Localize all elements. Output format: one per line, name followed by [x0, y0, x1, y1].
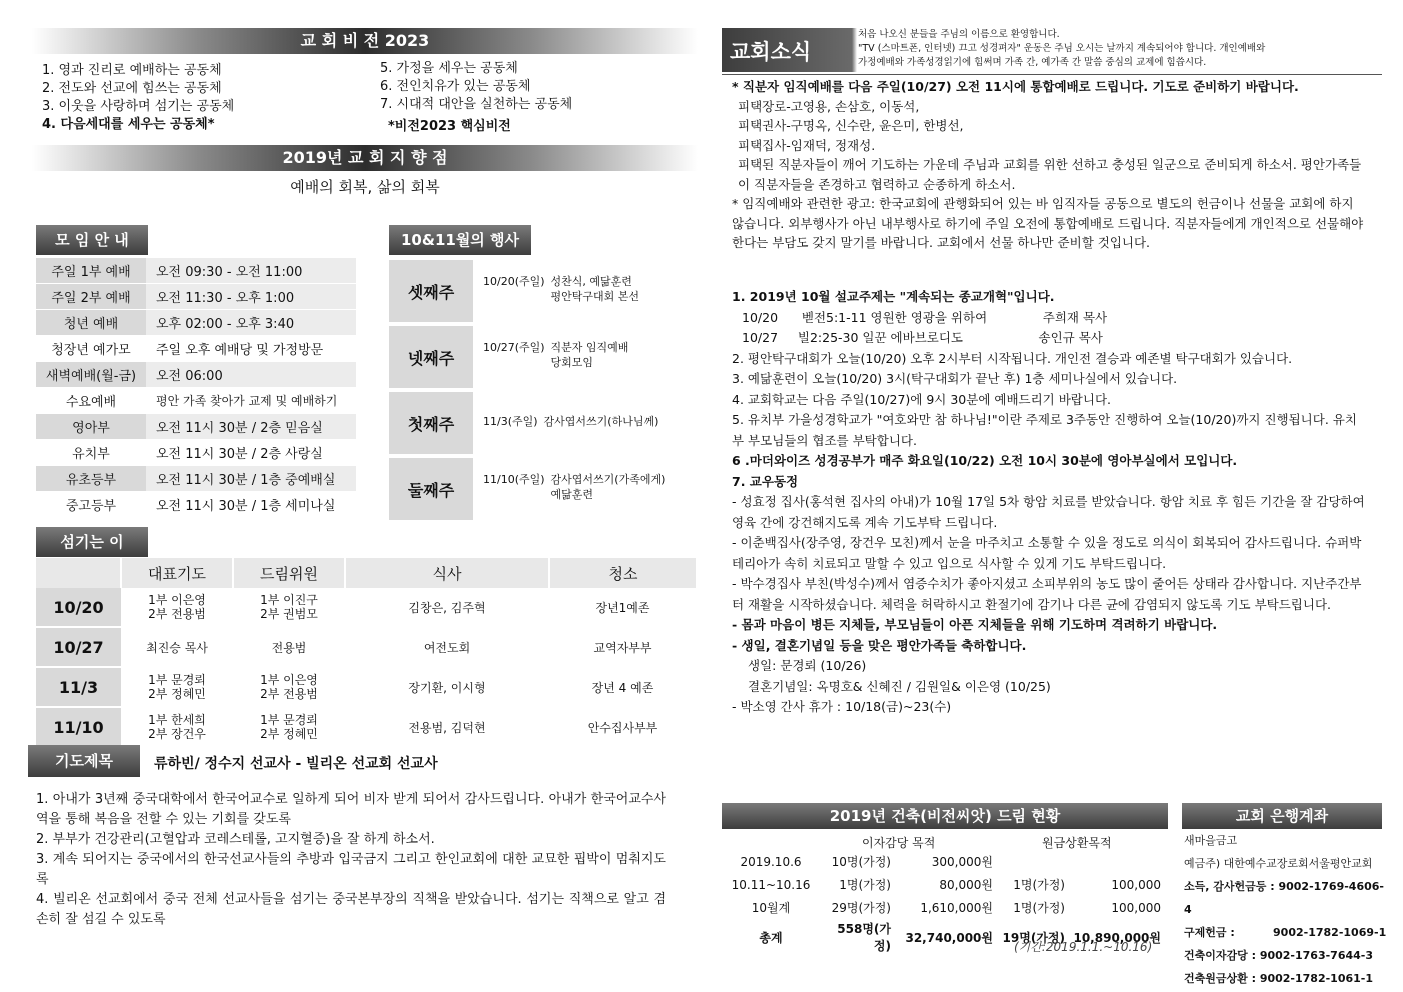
fund-cell: 10월계 — [751, 901, 791, 915]
news-line: 4. 교회학교는 다음 주일(10/27)에 9시 30분에 예배드리기 바랍니다. — [732, 391, 1111, 407]
events-title: 10&11월의 행사 — [400, 231, 519, 249]
news-line: * 직분자 임직예배를 다음 주일(10/27) 오전 11시에 통합예배로 드립니다. 기도로 준비하기 바랍니다. — [732, 79, 1299, 94]
event-item: 당회모임 — [550, 356, 594, 369]
direction-banner — [32, 145, 698, 171]
event-date: 11/10(주일) — [483, 473, 545, 486]
building-period: (기간:2019.1.1.~10.16) — [1014, 940, 1153, 954]
vision-item: 5. 가정을 세우는 공동체 — [380, 61, 518, 76]
table-row — [36, 310, 356, 336]
table-row — [36, 492, 356, 518]
table-row — [36, 627, 696, 667]
meeting-name: 청장년 예가모 — [36, 336, 146, 362]
table-header — [36, 558, 696, 588]
direction-text: 예배의 회복, 삶의 회복 — [290, 178, 440, 196]
news-line: - 박소영 간사 휴가 : 10/18(금)~23(수) — [732, 699, 952, 714]
col-header: 식사 — [345, 558, 549, 588]
fund-cell: 10.11~10.16 — [731, 877, 811, 892]
server-cell: 1부 문경뢰 2부 정혜민 — [233, 707, 345, 747]
col-header: 청소 — [549, 558, 696, 588]
event-week: 넷째주 — [389, 326, 473, 388]
server-cell: 1부 이은영 2부 전용범 — [121, 588, 233, 627]
event-item: 평안탁구대회 본선 — [550, 290, 640, 303]
meeting-name: 청년 예배 — [36, 310, 146, 336]
meeting-name: 주일 1부 예배 — [36, 258, 146, 284]
news-line: 6 .마더와이즈 성경공부가 매주 화요일(10/22) 오전 10시 30분에 영아부실에서 모입니다. — [732, 453, 1238, 468]
event-row — [389, 392, 699, 454]
vision-left-list — [42, 62, 372, 134]
event-item: 감사엽서쓰기(가족에게) — [550, 473, 666, 486]
server-cell: 최진승 목사 — [121, 627, 233, 667]
server-cell: 1부 한세희 2부 장건우 — [121, 707, 233, 747]
fund-cell: 80,000원 — [939, 878, 993, 892]
server-cell: 장년1예존 — [549, 588, 696, 627]
meeting-name: 주일 2부 예배 — [36, 284, 146, 310]
meeting-time: 오후 02:00 - 오후 3:40 — [146, 310, 356, 336]
news-title: 교회소식 — [730, 40, 812, 64]
prayer-tab — [28, 745, 140, 777]
server-cell: 전용범, 김덕현 — [345, 707, 549, 747]
table-row — [36, 588, 696, 627]
news-intro — [732, 77, 1368, 253]
servers-table — [36, 558, 696, 748]
fund-cell: 558명(가정) — [837, 922, 891, 953]
meeting-time: 오전 06:00 — [146, 362, 356, 388]
col-header — [36, 558, 121, 588]
fund-cell: 32,740,000원 — [905, 930, 993, 945]
welcome-box — [858, 28, 1378, 70]
news-line: - 이춘백집사(장주영, 장건우 모친)께서 눈을 마주치고 소통할 수 있을 정도로 의식이 회복되어 감사드립니다. 슈퍼박테리아가 속히 치료되고 말할 수 있고 입으로 식사할 수 있게 기도 부탁드립니다. — [732, 535, 1362, 571]
account-line: 건축원금상환 : 9002-1782-1061-1 — [1184, 972, 1374, 985]
vision-item: 3. 이웃을 사랑하며 섬기는 공동체 — [42, 99, 235, 114]
servers-tab — [36, 527, 148, 557]
meeting-time: 주일 오후 예배당 및 가정방문 — [146, 336, 356, 362]
meeting-name: 수요예배 — [36, 388, 146, 414]
news-line: 5. 유치부 가을성경학교가 "여호와만 참 하나님!"이란 주제로 3주동안 진행하여 오늘(10/20)까지 진행됩니다. 유치부 부모님들의 협조를 부탁합니다. — [732, 412, 1357, 448]
meetings-table — [36, 258, 356, 518]
fund-cell: 1,610,000원 — [920, 901, 993, 915]
meeting-time: 오전 11시 30분 / 2층 사랑실 — [146, 440, 356, 466]
fund-cell: 1명(가정) — [1013, 878, 1065, 892]
server-cell: 장년 4 예존 — [549, 667, 696, 707]
vision-right-list — [380, 60, 690, 136]
event-date: 10/20(주일) — [483, 275, 545, 288]
fund-cell: 19명(가정) — [1002, 930, 1065, 945]
prayer-item: 2. 부부가 건강관리(고혈압과 코레스테롤, 고지혈증)을 잘 하게 하소서. — [36, 832, 435, 847]
news-line: - 생일, 결혼기념일 등을 맞은 평안가족들 축하합니다. — [732, 637, 1027, 653]
table-row — [722, 896, 1162, 919]
event-item: 예닮훈련 — [550, 488, 594, 501]
meeting-time: 오전 11시 30분 / 2층 믿음실 — [146, 414, 356, 440]
server-cell: 안수집사부부 — [549, 707, 696, 747]
building-title: 2019년 건축(비전씨앗) 드림 현황 — [829, 807, 1061, 825]
server-cell: 김창은, 김주혁 — [345, 588, 549, 627]
event-date: 11/3(주일) — [483, 415, 538, 428]
fund-cell — [1066, 850, 1162, 873]
news-line: * 임직예배와 관련한 광고: 한국교회에 관행화되어 있는 바 임직자들 공동으로 별도의 헌금이나 선물을 교회에 하지 않습니다. 외부행사가 아닌 내부행사로 하기에 주일 오전에 통합예배로 드립니다. 직분자들에게 개인적으로 선물해야 한다는 부담도 갖지 말기를 바랍니다. 교회에서 선물 하나만 준비할 것입니다. — [732, 196, 1364, 250]
news-items — [732, 287, 1368, 718]
accounts-list — [1184, 829, 1387, 990]
meetings-tab — [36, 225, 148, 255]
news-line: - 몸과 마음이 병든 지체들, 부모님들이 아픈 지체들을 위해 기도하며 격려하기 바랍니다. — [732, 617, 1218, 632]
meeting-name: 유치부 — [36, 440, 146, 466]
news-line: 1. 2019년 10월 설교주제는 "계속되는 종교개혁"입니다. — [732, 289, 1055, 304]
news-line: - 박수경집사 부친(박성수)께서 염증수치가 좋아지셨고 소피부위의 농도 많이 줄어든 상태라 감사합니다. 지난주간부터 재활을 시작하셨습니다. 체력을 허락하시고 환절기에 감기나 다른 균에 감염되지 않도록 기도 부탁드립니다. — [732, 576, 1362, 612]
vision-item: 1. 영과 진리로 예배하는 공동체 — [42, 63, 222, 78]
table-row — [36, 258, 356, 284]
fund-cell: 29명(가정) — [831, 901, 891, 915]
direction-title: 2019년 교 회 지 향 점 — [282, 148, 448, 167]
server-cell: 여전도회 — [345, 627, 549, 667]
news-line: 2. 평안탁구대회가 오늘(10/20) 오후 2시부터 시작됩니다. 개인전 결승과 예존별 탁구대회가 있습니다. — [732, 350, 1293, 366]
account-line: 예금주) 대한예수교장로회서울평안교회 — [1184, 857, 1373, 870]
server-cell: 1부 이진구 2부 권범모 — [233, 588, 345, 627]
table-row — [36, 388, 356, 414]
fund-cell — [994, 850, 1066, 873]
news-rule — [722, 74, 1382, 75]
vision-item: 4. 다음세대를 세우는 공동체* — [42, 117, 215, 132]
vision-core: *비전2023 핵심비전 — [388, 119, 511, 134]
server-date: 10/27 — [36, 627, 121, 667]
server-date: 10/20 — [36, 588, 121, 627]
prayer-item: 4. 빌리온 선교회에서 중국 전체 선교사들을 섬기는 중국본부장의 직책을 받았습니다. 섬기는 직책으로 알고 겸손히 잘 섬길 수 있도록 — [36, 892, 666, 927]
account-line: 새마을금고 — [1184, 834, 1238, 847]
news-line: 10/27 빌2:25-30 일꾼 에바브로디도 송인규 목사 — [742, 330, 1103, 345]
event-item: 감사엽서쓰기(하나님께) — [543, 415, 659, 428]
event-row — [389, 260, 699, 322]
building-h2: 원금상환목적 — [1042, 836, 1112, 850]
server-cell: 장기환, 이시형 — [345, 667, 549, 707]
server-date: 11/3 — [36, 667, 121, 707]
building-banner — [722, 803, 1168, 829]
table-row — [36, 466, 356, 492]
account-line: 구제헌금 : 9002-1782-1069-1 — [1184, 926, 1387, 939]
event-week: 셋째주 — [389, 260, 473, 322]
server-cell: 교역자부부 — [549, 627, 696, 667]
fund-cell: 100,000 — [1111, 900, 1161, 915]
meeting-name: 중고등부 — [36, 492, 146, 518]
event-item: 직분자 임직예배 — [550, 341, 629, 354]
event-week: 첫째주 — [389, 392, 473, 454]
news-line: 피택된 직분자들이 깨어 기도하는 가운데 주님과 교회를 위한 선하고 충성된 일군으로 준비되게 하소서. 평안가족들이 직분자들을 존경하고 협력하고 순종하게 하소서. — [738, 157, 1362, 192]
fund-cell: 1명(가정) — [839, 878, 891, 892]
news-line: 피택권사-구명옥, 신수란, 윤은미, 한병선, — [738, 118, 964, 133]
table-row — [36, 362, 356, 388]
welcome-line: 가정예배와 가족성경읽기에 힘써며 가족 간, 예가족 간 말씀 중심의 교제에 힘씁시다. — [858, 57, 1207, 68]
meeting-time: 오전 11시 30분 / 1층 중예배실 — [146, 466, 356, 492]
table-row — [36, 440, 356, 466]
meeting-name: 새벽예배(월-금) — [36, 362, 146, 388]
col-header: 대표기도 — [121, 558, 233, 588]
server-cell: 1부 문경뢰 2부 정혜민 — [121, 667, 233, 707]
accounts-title: 교회 은행계좌 — [1235, 807, 1329, 825]
meeting-name: 유초등부 — [36, 466, 146, 492]
news-line: 7. 교우동정 — [732, 473, 799, 489]
event-week: 둘째주 — [389, 458, 473, 520]
events-tab — [389, 225, 531, 255]
vision-banner — [32, 28, 698, 54]
welcome-line: "TV (스마트폰, 인터넷) 끄고 성경펴자" 운동은 주님 오시는 날까지 계속되어야 합니다. 개인예배와 — [858, 43, 1266, 54]
vision-title: 교 회 비 전 2023 — [300, 31, 430, 50]
fund-cell: 10명(가정) — [831, 855, 891, 869]
table-row — [36, 336, 356, 362]
fund-cell: 총계 — [759, 930, 783, 945]
events-list — [389, 260, 699, 524]
meetings-title: 모 임 안 내 — [55, 231, 129, 249]
server-cell: 1부 이은영 2부 전용범 — [233, 667, 345, 707]
server-date: 11/10 — [36, 707, 121, 747]
table-row — [36, 414, 356, 440]
meeting-time: 오전 11시 30분 / 1층 세미나실 — [146, 492, 356, 518]
building-h1: 이자감당 목적 — [862, 836, 936, 850]
news-line: 3. 예닮훈련이 오늘(10/20) 3시(탁구대회가 끝난 후) 1층 세미나실에서 있습니다. — [732, 371, 1178, 386]
news-line: 생일: 문경뢰 (10/26) — [748, 658, 867, 673]
accounts-banner — [1182, 803, 1382, 829]
prayer-subject: 류하빈/ 정수지 선교사 - 빌리온 선교회 선교사 — [154, 756, 438, 772]
event-row — [389, 458, 699, 520]
prayer-item: 1. 아내가 3년째 중국대학에서 한국어교수로 일하게 되어 비자 받게 되어서 감사드립니다. 아내가 한국어교수사역을 통해 복음을 전할 수 있는 기회를 갖도록 — [36, 792, 666, 827]
table-row — [36, 707, 696, 747]
news-line: - 성효정 집사(홍석현 집사의 아내)가 10월 17일 5차 항암 치료를 받았습니다. 항암 치료 후 힘든 기간을 잘 감당하여 영육 간에 강건해지도록 계속 기도부탁 드립니다. — [732, 494, 1365, 530]
account-line: 소득, 감사헌금등 : 9002-1769-4606-4 — [1184, 880, 1384, 916]
news-line: 피택집사-임재덕, 정재성. — [738, 137, 876, 153]
table-row — [722, 873, 1162, 896]
prayer-list — [36, 790, 666, 930]
servers-title: 섬기는 이 — [60, 533, 124, 551]
meeting-name: 영아부 — [36, 414, 146, 440]
meeting-time: 평안 가족 찾아가 교제 및 예배하기 — [146, 388, 356, 414]
event-item: 성찬식, 예닮훈련 — [550, 275, 632, 288]
fund-cell: 300,000원 — [931, 855, 993, 869]
prayer-title: 기도제목 — [55, 752, 113, 770]
vision-item: 6. 전인치유가 있는 공동체 — [380, 79, 531, 94]
news-line: 10/20 벧전5:1-11 영원한 영광을 위하여 주희재 목사 — [742, 309, 1108, 325]
fund-cell: 100,000 — [1111, 877, 1161, 892]
news-line: 결혼기념일: 옥명호& 신혜진 / 김원일& 이은영 (10/25) — [748, 678, 1051, 694]
vision-item: 2. 전도와 선교에 힘쓰는 공동체 — [42, 81, 222, 96]
meeting-time: 오전 09:30 - 오전 11:00 — [146, 258, 356, 284]
event-date: 10/27(주일) — [483, 341, 545, 354]
table-row — [36, 667, 696, 707]
server-cell: 전용범 — [233, 627, 345, 667]
account-line: 건축이자감당 : 9002-1763-7644-3 — [1184, 949, 1374, 962]
col-header: 드림위원 — [233, 558, 345, 588]
welcome-line: 처음 나오신 분들을 주님의 이름으로 환영합니다. — [858, 29, 1060, 40]
fund-cell: 2019.10.6 — [740, 854, 802, 869]
event-row — [389, 326, 699, 388]
table-row — [36, 284, 356, 310]
meeting-time: 오전 11:30 - 오후 1:00 — [146, 284, 356, 310]
fund-cell: 10,890,000원 — [1073, 930, 1161, 945]
news-line: 피택장로-고영용, 손삼호, 이동석, — [738, 98, 920, 114]
fund-cell: 1명(가정) — [1013, 901, 1065, 915]
vision-item: 7. 시대적 대안을 실천하는 공동체 — [380, 97, 573, 112]
prayer-item: 3. 계속 되어지는 중국에서의 한국선교사들의 추방과 입국금지 그리고 한인교회에 대한 교묘한 핍박이 멈춰지도록 — [36, 852, 666, 887]
table-row — [722, 850, 1162, 873]
